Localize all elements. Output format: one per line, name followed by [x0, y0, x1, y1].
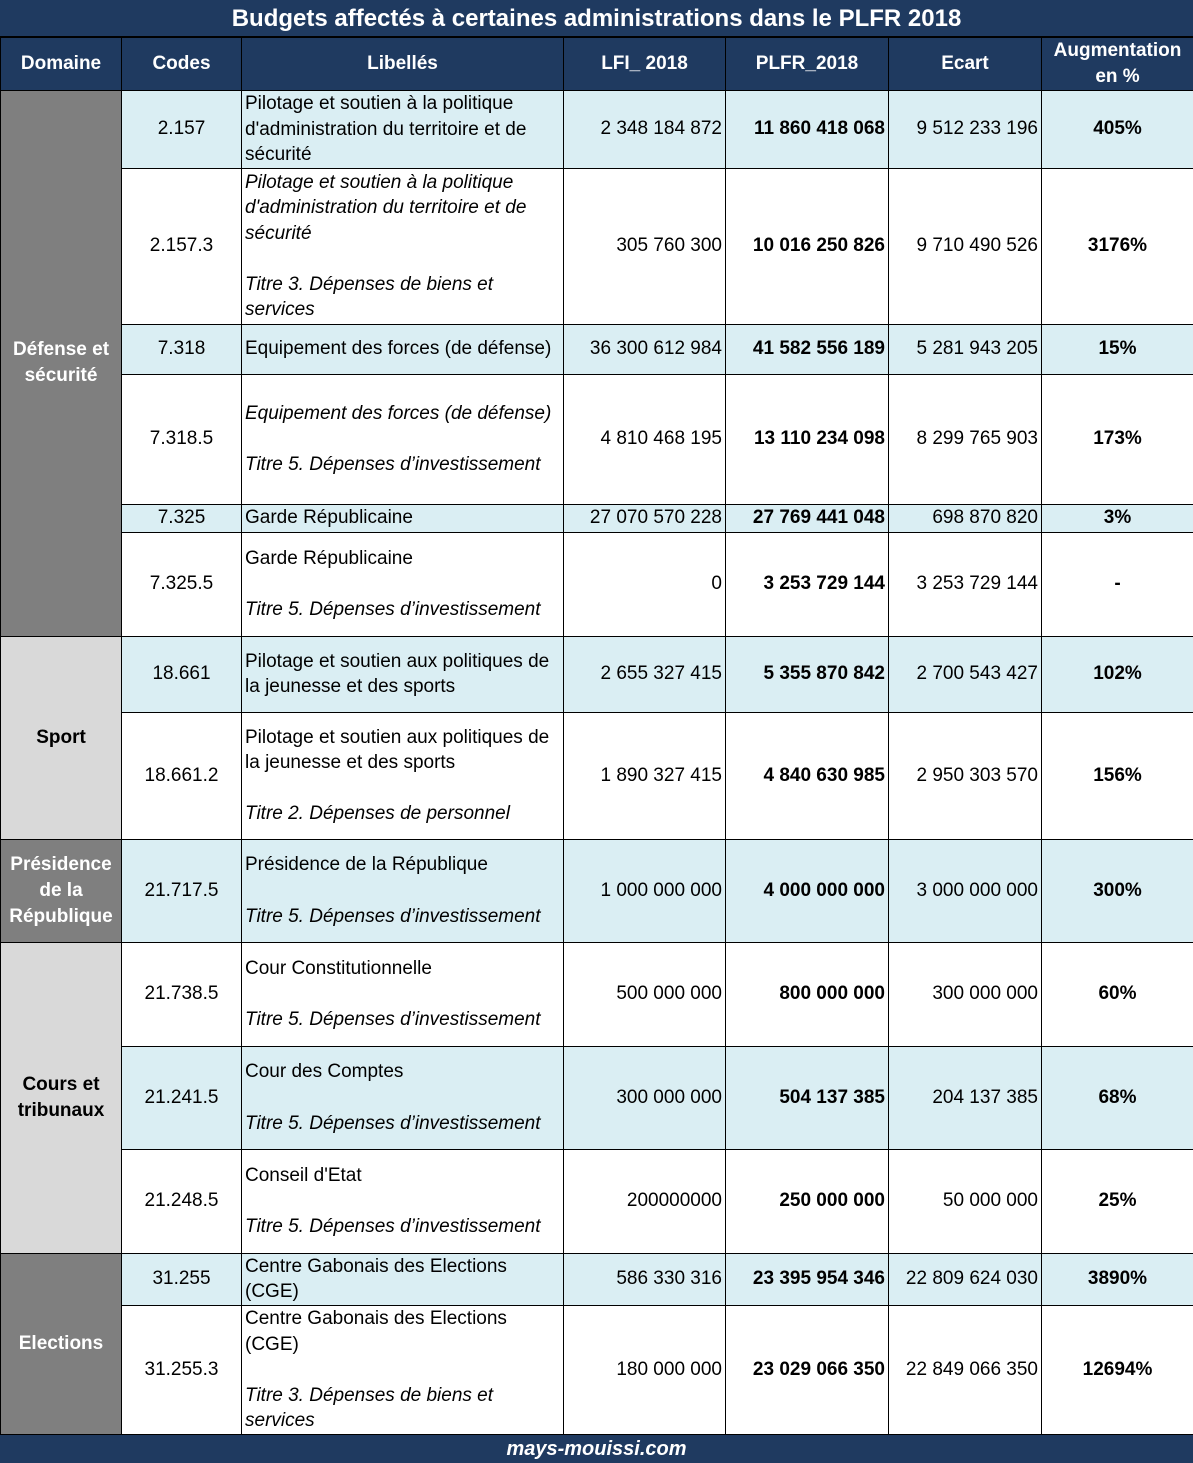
- plfr-cell: 5 355 870 842: [726, 636, 889, 712]
- domain-presidence: Présidence de la République: [1, 839, 122, 942]
- code-cell: 18.661.2: [122, 712, 242, 839]
- header-codes: Codes: [122, 38, 242, 91]
- pct-cell: 3890%: [1042, 1253, 1193, 1305]
- titre-text: Titre 5. Dépenses d’investissement: [245, 1007, 560, 1033]
- domain-sport: Sport: [1, 636, 122, 839]
- plfr-cell: 504 137 385: [726, 1046, 889, 1149]
- pct-cell: 68%: [1042, 1046, 1193, 1149]
- ecart-cell: 8 299 765 903: [889, 374, 1042, 504]
- ecart-cell: 698 870 820: [889, 504, 1042, 532]
- titre-text: Titre 5. Dépenses d’investissement: [245, 1111, 560, 1137]
- code-cell: 2.157: [122, 91, 242, 169]
- titre-text: Titre 3. Dépenses de biens et services: [245, 272, 560, 323]
- titre-text: Titre 5. Dépenses d’investissement: [245, 904, 560, 930]
- plfr-cell: 800 000 000: [726, 942, 889, 1046]
- libelle-cell: [242, 1305, 564, 1434]
- lfi-cell: 200000000: [564, 1149, 726, 1253]
- plfr-cell: 250 000 000: [726, 1149, 889, 1253]
- table-row: [1, 532, 1193, 636]
- table-row: [1, 1305, 1193, 1434]
- domain-elections: Elections: [1, 1253, 122, 1434]
- plfr-cell: 27 769 441 048: [726, 504, 889, 532]
- libelle-text: Pilotage et soutien à la politique d'administration du territoire et de sécurité: [245, 91, 560, 168]
- ecart-cell: 2 700 543 427: [889, 636, 1042, 712]
- code-cell: 7.318.5: [122, 374, 242, 504]
- lfi-cell: 305 760 300: [564, 168, 726, 324]
- libelle-cell: [242, 91, 564, 169]
- code-cell: 7.325: [122, 504, 242, 532]
- ecart-cell: 204 137 385: [889, 1046, 1042, 1149]
- ecart-cell: 50 000 000: [889, 1149, 1042, 1253]
- lfi-cell: 180 000 000: [564, 1305, 726, 1434]
- libelle-text: Pilotage et soutien à la politique d'administration du territoire et de sécurité: [245, 170, 560, 247]
- lfi-cell: 586 330 316: [564, 1253, 726, 1305]
- libelle-cell: [242, 504, 564, 532]
- ecart-cell: 3 253 729 144: [889, 532, 1042, 636]
- libelle-cell: [242, 636, 564, 712]
- table-title: Budgets affectés à certaines administrations dans le PLFR 2018: [0, 0, 1193, 37]
- plfr-cell: 3 253 729 144: [726, 532, 889, 636]
- libelle-text: Centre Gabonais des Elections (CGE): [245, 1254, 560, 1305]
- libelle-text: Conseil d'Etat: [245, 1163, 560, 1189]
- libelle-text: Pilotage et soutien aux politiques de la jeunesse et des sports: [245, 725, 560, 776]
- header-domaine: Domaine: [1, 38, 122, 91]
- budget-table: [0, 37, 1193, 1435]
- pct-cell: 156%: [1042, 712, 1193, 839]
- lfi-cell: 0: [564, 532, 726, 636]
- code-cell: 7.325.5: [122, 532, 242, 636]
- titre-text: Titre 5. Dépenses d’investissement: [245, 1214, 560, 1240]
- lfi-cell: 300 000 000: [564, 1046, 726, 1149]
- domain-defense: Défense et sécurité: [1, 91, 122, 637]
- ecart-cell: 22 809 624 030: [889, 1253, 1042, 1305]
- libelle-text: Présidence de la République: [245, 852, 560, 878]
- pct-cell: 12694%: [1042, 1305, 1193, 1434]
- code-cell: 21.248.5: [122, 1149, 242, 1253]
- code-cell: 21.241.5: [122, 1046, 242, 1149]
- titre-text: Titre 3. Dépenses de biens et services: [245, 1383, 560, 1434]
- table-row: [1, 839, 1193, 942]
- ecart-cell: 300 000 000: [889, 942, 1042, 1046]
- ecart-cell: 9 512 233 196: [889, 91, 1042, 169]
- pct-cell: 173%: [1042, 374, 1193, 504]
- libelle-cell: [242, 168, 564, 324]
- table-row: [1, 504, 1193, 532]
- code-cell: 2.157.3: [122, 168, 242, 324]
- libelle-text: Equipement des forces (de défense): [245, 401, 560, 427]
- table-row: [1, 1253, 1193, 1305]
- lfi-cell: 2 348 184 872: [564, 91, 726, 169]
- libelle-cell: [242, 1046, 564, 1149]
- table-row: [1, 942, 1193, 1046]
- code-cell: 7.318: [122, 324, 242, 374]
- lfi-cell: 1 000 000 000: [564, 839, 726, 942]
- lfi-cell: 500 000 000: [564, 942, 726, 1046]
- table-row: [1, 636, 1193, 712]
- table-row: [1, 91, 1193, 169]
- titre-text: Titre 5. Dépenses d’investissement: [245, 597, 560, 623]
- ecart-cell: 5 281 943 205: [889, 324, 1042, 374]
- pct-cell: 15%: [1042, 324, 1193, 374]
- ecart-cell: 9 710 490 526: [889, 168, 1042, 324]
- pct-cell: 60%: [1042, 942, 1193, 1046]
- code-cell: 31.255: [122, 1253, 242, 1305]
- pct-cell: -: [1042, 532, 1193, 636]
- libelle-cell: [242, 712, 564, 839]
- libelle-text: Pilotage et soutien aux politiques de la jeunesse et des sports: [245, 649, 560, 700]
- titre-text: Titre 2. Dépenses de personnel: [245, 801, 560, 827]
- libelle-cell: [242, 532, 564, 636]
- header-augmentation: Augmentation en %: [1042, 38, 1193, 91]
- lfi-cell: 2 655 327 415: [564, 636, 726, 712]
- table-row: [1, 1149, 1193, 1253]
- code-cell: 21.717.5: [122, 839, 242, 942]
- domain-cours: Cours et tribunaux: [1, 942, 122, 1253]
- libelle-cell: [242, 324, 564, 374]
- code-cell: 21.738.5: [122, 942, 242, 1046]
- pct-cell: 3176%: [1042, 168, 1193, 324]
- pct-cell: 405%: [1042, 91, 1193, 169]
- libelle-cell: [242, 374, 564, 504]
- plfr-cell: 41 582 556 189: [726, 324, 889, 374]
- table-row: [1, 1046, 1193, 1149]
- table-row: [1, 168, 1193, 324]
- source-footer: mays-mouissi.com: [0, 1435, 1193, 1463]
- plfr-cell: 23 029 066 350: [726, 1305, 889, 1434]
- lfi-cell: 27 070 570 228: [564, 504, 726, 532]
- ecart-cell: 2 950 303 570: [889, 712, 1042, 839]
- header-ecart: Ecart: [889, 38, 1042, 91]
- header-libelles: Libellés: [242, 38, 564, 91]
- code-cell: 31.255.3: [122, 1305, 242, 1434]
- libelle-cell: [242, 839, 564, 942]
- libelle-text: Cour des Comptes: [245, 1059, 560, 1085]
- plfr-cell: 4 840 630 985: [726, 712, 889, 839]
- libelle-text: Garde Républicaine: [245, 546, 560, 572]
- plfr-cell: 4 000 000 000: [726, 839, 889, 942]
- titre-text: Titre 5. Dépenses d’investissement: [245, 452, 560, 478]
- plfr-cell: 10 016 250 826: [726, 168, 889, 324]
- code-cell: 18.661: [122, 636, 242, 712]
- ecart-cell: 3 000 000 000: [889, 839, 1042, 942]
- pct-cell: 25%: [1042, 1149, 1193, 1253]
- plfr-cell: 23 395 954 346: [726, 1253, 889, 1305]
- table-row: [1, 374, 1193, 504]
- pct-cell: 102%: [1042, 636, 1193, 712]
- libelle-cell: [242, 1149, 564, 1253]
- libelle-cell: [242, 1253, 564, 1305]
- libelle-text: Cour Constitutionnelle: [245, 956, 560, 982]
- header-plfr: PLFR_2018: [726, 38, 889, 91]
- lfi-cell: 1 890 327 415: [564, 712, 726, 839]
- table-row: [1, 324, 1193, 374]
- libelle-text: Garde Républicaine: [245, 505, 560, 531]
- lfi-cell: 4 810 468 195: [564, 374, 726, 504]
- header-row: [1, 38, 1193, 91]
- pct-cell: 300%: [1042, 839, 1193, 942]
- header-lfi: LFI_ 2018: [564, 38, 726, 91]
- lfi-cell: 36 300 612 984: [564, 324, 726, 374]
- ecart-cell: 22 849 066 350: [889, 1305, 1042, 1434]
- libelle-cell: [242, 942, 564, 1046]
- pct-cell: 3%: [1042, 504, 1193, 532]
- plfr-cell: 13 110 234 098: [726, 374, 889, 504]
- plfr-cell: 11 860 418 068: [726, 91, 889, 169]
- libelle-text: Equipement des forces (de défense): [245, 336, 560, 362]
- libelle-text: Centre Gabonais des Elections (CGE): [245, 1306, 560, 1357]
- table-row: [1, 712, 1193, 839]
